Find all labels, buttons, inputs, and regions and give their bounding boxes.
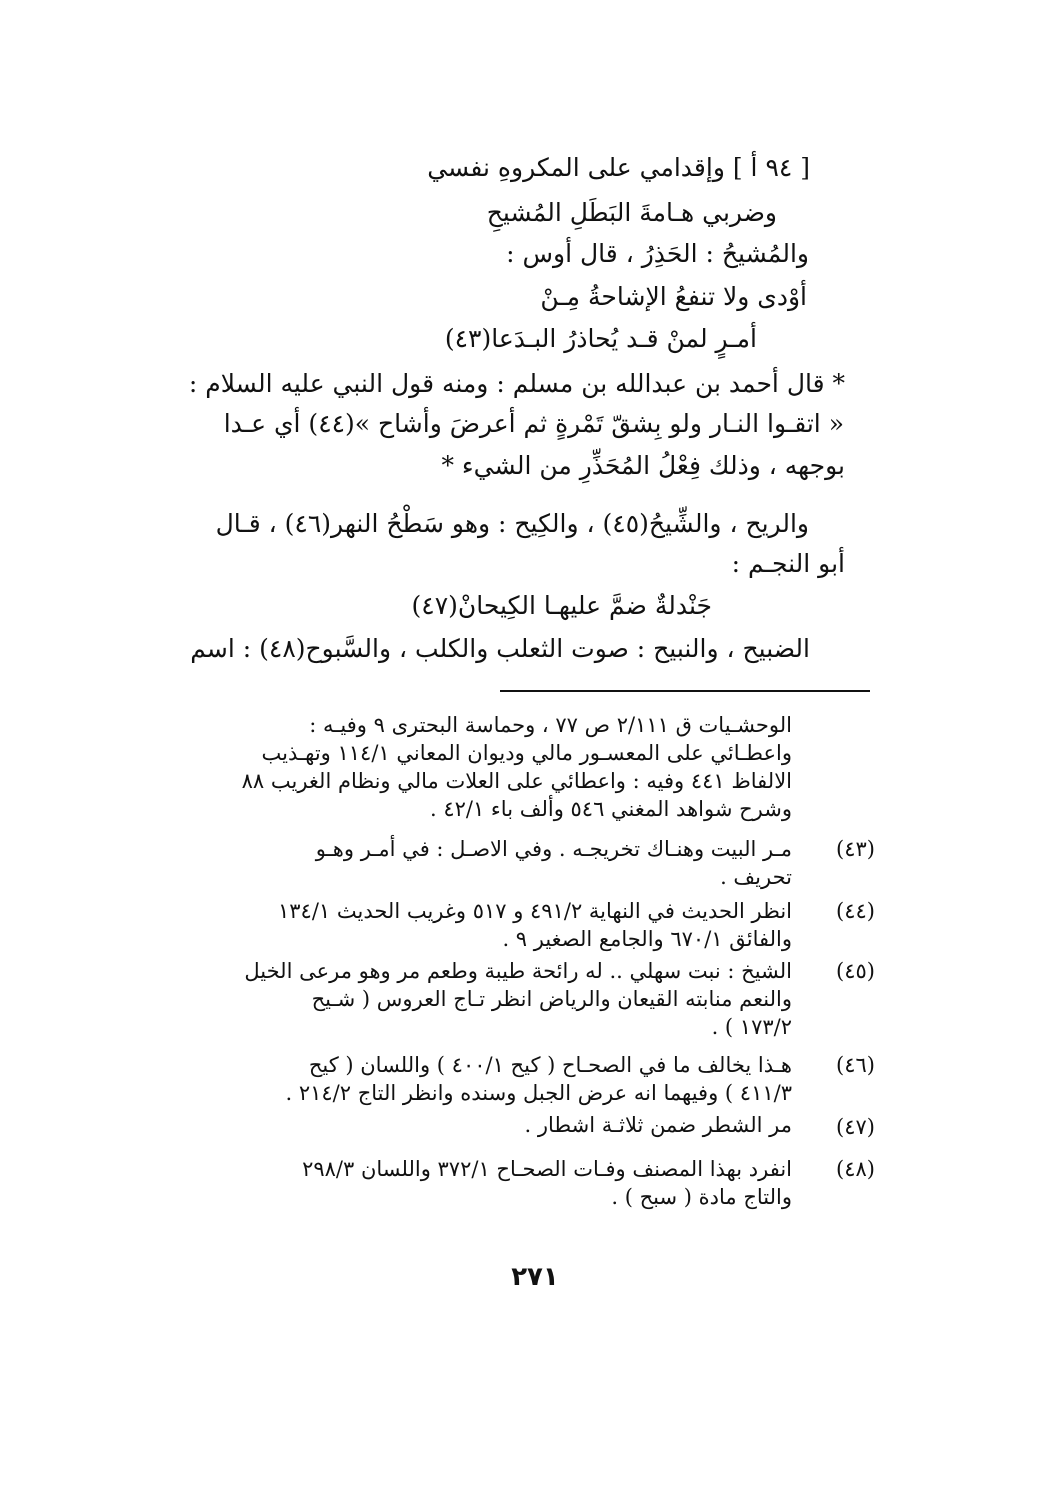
footnote-line: ٤١١/٣ ) وفيهما انه عرض الجبل وسنده وانظر التاج ٢١٤/٢ . (285, 1081, 792, 1105)
footnote-line: انظر الحديث في النهاية ٤٩١/٢ و ٥١٧ وغريب الحديث ١٣٤/١ (278, 899, 792, 923)
footnote-continuation-line-4: وشرح شواهد المغني ٥٤٦ وألف باء ٤٢/١ . (429, 797, 792, 821)
text-line-3: والمُشيحُ : الحَذِرُ ، قال أوس : (506, 239, 809, 268)
footnote-continuation-line-3: الالفاظ ٤٤١ وفيه : واعطائي على العلات مالي ونظام الغريب ٨٨ (241, 769, 792, 793)
footnote-number: (٤٦) (836, 1053, 875, 1077)
footnote-line: الشيخ : نبت سهلي .. له رائحة طيبة وطعم مر وهو مرعى الخيل (244, 959, 792, 983)
footnote-line: انفرد بهذا المصنف وفـات الصحـاح ٣٧٢/١ واللسان ٢٩٨/٣ (302, 1157, 792, 1181)
text-line-10: أبو النجـم : (731, 549, 845, 578)
verse-line-4: أوْدى ولا تنفعُ الإشاحةُ مِـنْ (540, 282, 807, 311)
verse-line-11: جَنْدلةٌ ضمَّ عليهـا الكِيحانْ(٤٧) (411, 591, 712, 620)
text-line-7: « اتقـوا النـار ولو بِشقّ تَمْرةٍ ثم أعرضَ وأشاح »(٤٤) أي عـدا (223, 409, 844, 438)
footnote-line: مـر البيت وهنـاك تخريجـه . وفي الاصـل : في أمـر وهـو (315, 837, 792, 861)
footnote-line: والتاج مادة ( سبح ) . (611, 1185, 792, 1209)
text-line-9: والريح ، والشِّيحُ(٤٥) ، والكِيح : وهو سَطْحُ النهر(٤٦) ، قـال (215, 509, 809, 538)
text-line-12: الضبيح ، والنبيح : صوت الثعلب والكلب ، والسَّبوح(٤٨) : اسم (190, 634, 810, 663)
footnote-continuation-line-1: الوحشـيات ق ٢/١١١ ص ٧٧ ، وحماسة البحترى ٩ وفيـه : (309, 713, 792, 737)
footnote-number: (٤٧) (836, 1115, 875, 1139)
verse-line-1: [ ٩٤ أ ] وإقدامي على المكروهِ نفسي (427, 153, 810, 182)
footnote-number: (٤٨) (836, 1157, 875, 1181)
footnote-line: والفائق ٦٧٠/١ والجامع الصغير ٩ . (502, 927, 792, 951)
footnote-line: هـذا يخالف ما في الصحـاح ( كيح ٤٠٠/١ ) واللسان ( كيح (308, 1053, 792, 1077)
footnote-number: (٤٥) (836, 959, 875, 983)
footnote-line: تحريف . (720, 865, 792, 889)
footnote-line: والنعم منابته القيعان والرياض انظر تـاج العروس ( شـيح (311, 987, 792, 1011)
verse-line-2: وضربي هـامةَ البَطَلِ المُشيحِ (486, 198, 777, 227)
page-number: ٢٧١ (511, 1262, 559, 1292)
footnote-line: ١٧٣/٢ ) . (711, 1015, 792, 1039)
footnote-continuation-line-2: واعطـائي على المعسـور مالي وديوان المعاني ١١٤/١ وتهـذيب (261, 741, 792, 765)
footnote-separator (500, 690, 870, 692)
text-line-8: بوجهه ، وذلك فِعْلُ المُحَذِّرِ من الشيء * (441, 451, 845, 480)
footnote-number: (٤٤) (836, 899, 875, 923)
footnote-line: مر الشطر ضمن ثلاثـة اشطار . (524, 1113, 792, 1137)
text-line-6: * قال أحمد بن عبدالله بن مسلم : ومنه قول النبي عليه السلام : (188, 369, 845, 398)
verse-line-5: أمـرٍ لمنْ قـد يُحاذرُ البـدَعا(٤٣) (444, 324, 757, 353)
footnote-number: (٤٣) (836, 837, 875, 861)
